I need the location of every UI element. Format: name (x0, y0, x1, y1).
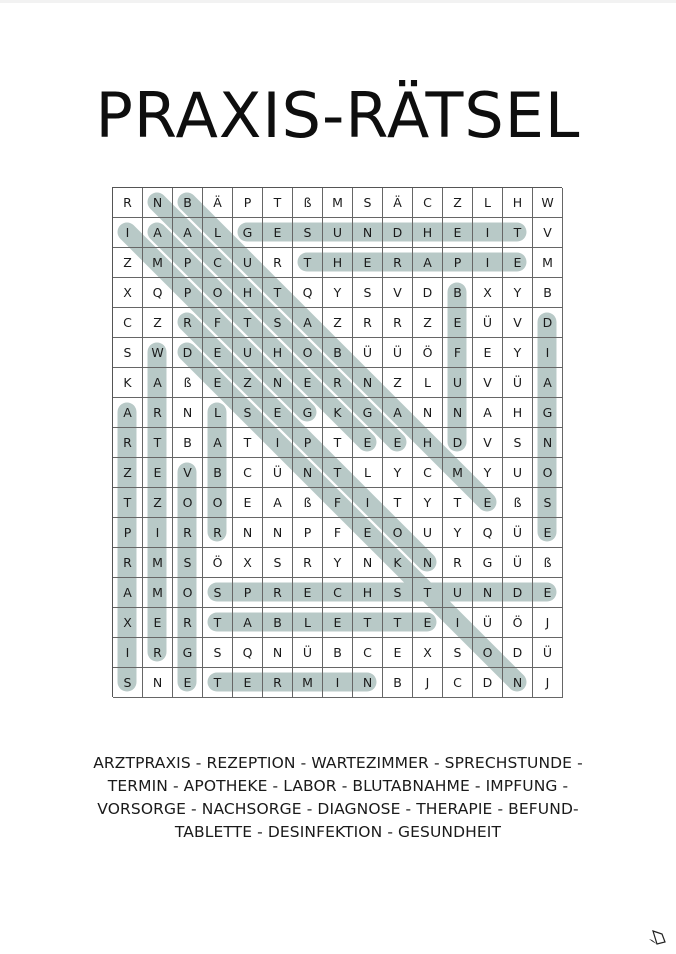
grid-cell[interactable]: V (383, 278, 413, 308)
grid-cell[interactable]: A (263, 488, 293, 518)
grid-cell[interactable]: L (413, 368, 443, 398)
grid-cell[interactable]: E (233, 488, 263, 518)
grid-cell[interactable]: B (323, 338, 353, 368)
grid-cell[interactable]: A (143, 368, 173, 398)
grid-cell[interactable]: N (353, 218, 383, 248)
grid-cell[interactable]: H (503, 398, 533, 428)
grid-cell[interactable]: E (203, 338, 233, 368)
grid-cell[interactable]: T (233, 308, 263, 338)
grid-cell[interactable]: O (293, 338, 323, 368)
grid-cell[interactable]: A (293, 308, 323, 338)
grid-cell[interactable]: S (503, 428, 533, 458)
grid-cell[interactable]: A (113, 578, 143, 608)
grid-cell[interactable]: Y (503, 278, 533, 308)
grid-cell[interactable]: ß (533, 548, 563, 578)
grid-cell[interactable]: E (383, 638, 413, 668)
grid-cell[interactable]: R (173, 608, 203, 638)
grid-cell[interactable]: O (473, 638, 503, 668)
grid-cell[interactable]: M (323, 188, 353, 218)
grid-cell[interactable]: C (443, 668, 473, 698)
grid-cell[interactable]: N (263, 638, 293, 668)
grid-cell[interactable]: Ü (533, 638, 563, 668)
grid-cell[interactable]: A (413, 248, 443, 278)
grid-cell[interactable]: V (503, 308, 533, 338)
letter-grid (112, 187, 562, 697)
grid-cell[interactable]: X (473, 278, 503, 308)
grid-cell[interactable]: C (233, 458, 263, 488)
grid-cell[interactable]: B (203, 458, 233, 488)
grid-cell[interactable]: I (533, 338, 563, 368)
grid-cell[interactable]: C (353, 638, 383, 668)
grid-cell[interactable]: I (473, 248, 503, 278)
grid-cell[interactable]: N (413, 398, 443, 428)
grid-cell[interactable]: G (293, 398, 323, 428)
grid-cell[interactable]: S (173, 548, 203, 578)
grid-cell[interactable]: N (443, 398, 473, 428)
grid-cell[interactable]: C (323, 578, 353, 608)
grid-cell[interactable]: O (203, 278, 233, 308)
grid-cell[interactable]: M (293, 668, 323, 698)
grid-cell[interactable]: S (113, 668, 143, 698)
grid-cell[interactable]: D (473, 668, 503, 698)
grid-cell[interactable]: F (323, 518, 353, 548)
grid-cell[interactable]: L (353, 458, 383, 488)
grid-cell[interactable]: Q (293, 278, 323, 308)
grid-cell[interactable]: N (263, 518, 293, 548)
grid-cell[interactable]: M (533, 248, 563, 278)
grid-cell[interactable]: H (323, 248, 353, 278)
grid-cell[interactable]: E (263, 218, 293, 248)
grid-cell[interactable]: P (173, 278, 203, 308)
grid-cell[interactable]: Y (323, 278, 353, 308)
grid-cell[interactable]: H (263, 338, 293, 368)
grid-cell[interactable]: Ü (353, 338, 383, 368)
grid-cell[interactable]: T (413, 578, 443, 608)
grid-cell[interactable]: I (443, 608, 473, 638)
grid-cell[interactable]: Z (443, 188, 473, 218)
grid-cell[interactable]: T (383, 608, 413, 638)
grid-cell[interactable]: S (233, 398, 263, 428)
grid-cell[interactable]: E (143, 458, 173, 488)
grid-cell[interactable]: Ä (203, 188, 233, 218)
grid-cell[interactable]: E (353, 248, 383, 278)
grid-cell[interactable]: Ö (203, 548, 233, 578)
grid-cell[interactable]: N (353, 548, 383, 578)
grid-cell[interactable]: T (263, 188, 293, 218)
grid-cell[interactable]: I (323, 668, 353, 698)
grid-cell[interactable]: P (443, 248, 473, 278)
grid-cell[interactable]: P (113, 518, 143, 548)
grid-cell[interactable]: E (143, 608, 173, 638)
grid-cell[interactable]: E (353, 518, 383, 548)
grid-cell[interactable]: Ü (503, 548, 533, 578)
word-list-line: ARZTPRAXIS - REZEPTION - WARTEZIMMER - SPRECHSTUNDE - (93, 754, 583, 772)
grid-cell[interactable]: Y (383, 458, 413, 488)
grid-cell[interactable]: C (113, 308, 143, 338)
grid-cell[interactable]: U (233, 248, 263, 278)
grid-cell[interactable]: Z (323, 308, 353, 338)
grid-cell[interactable]: B (173, 428, 203, 458)
grid-cell[interactable]: D (173, 338, 203, 368)
grid-cell[interactable]: T (443, 488, 473, 518)
grid-cell[interactable]: E (203, 368, 233, 398)
grid-cell[interactable]: L (293, 608, 323, 638)
grid-cell[interactable]: I (113, 218, 143, 248)
grid-cell[interactable]: Z (113, 248, 143, 278)
grid-cell[interactable]: U (443, 578, 473, 608)
grid-cell[interactable]: E (443, 218, 473, 248)
grid-cell[interactable]: G (473, 548, 503, 578)
grid-cell[interactable]: T (143, 428, 173, 458)
grid-cell[interactable]: T (383, 488, 413, 518)
grid-cell[interactable]: F (443, 338, 473, 368)
grid-cell[interactable]: I (143, 518, 173, 548)
grid-cell[interactable]: E (503, 248, 533, 278)
grid-cell[interactable]: D (503, 638, 533, 668)
grid-cell[interactable]: E (473, 488, 503, 518)
grid-cell[interactable]: J (533, 608, 563, 638)
grid-cell[interactable]: B (173, 188, 203, 218)
grid-cell[interactable]: B (533, 278, 563, 308)
grid-cell[interactable]: U (233, 338, 263, 368)
grid-cell[interactable]: Ü (503, 368, 533, 398)
grid-cell[interactable]: Y (473, 458, 503, 488)
grid-cell[interactable]: R (203, 518, 233, 548)
grid-cell[interactable]: R (173, 308, 203, 338)
grid-cell[interactable]: E (383, 428, 413, 458)
grid-cell[interactable]: O (173, 578, 203, 608)
grid-cell[interactable]: K (323, 398, 353, 428)
grid-cell[interactable]: Z (413, 308, 443, 338)
grid-cell[interactable]: M (143, 248, 173, 278)
grid-cell[interactable]: Y (503, 338, 533, 368)
top-edge (0, 0, 676, 3)
grid-cell[interactable]: Ä (383, 188, 413, 218)
grid-cell[interactable]: I (113, 638, 143, 668)
grid-cell[interactable]: Ü (473, 608, 503, 638)
grid-cell[interactable]: G (173, 638, 203, 668)
grid-cell[interactable]: K (383, 548, 413, 578)
grid-cell[interactable]: Q (143, 278, 173, 308)
grid-cell[interactable]: A (233, 608, 263, 638)
grid-cell[interactable]: ß (293, 488, 323, 518)
word-list (60, 752, 616, 844)
word-list-line: VORSORGE - NACHSORGE - DIAGNOSE - THERAPIE - BEFUND- (97, 800, 579, 818)
grid-cell[interactable]: U (323, 218, 353, 248)
grid-cell[interactable]: Z (143, 308, 173, 338)
grid-cell[interactable]: S (353, 188, 383, 218)
grid-cell[interactable]: O (173, 488, 203, 518)
grid-cell[interactable]: E (353, 428, 383, 458)
grid-cell[interactable]: U (413, 518, 443, 548)
grid-cell[interactable]: X (413, 638, 443, 668)
grid-cell[interactable]: B (383, 668, 413, 698)
grid-cell[interactable]: V (473, 368, 503, 398)
grid-cell[interactable]: S (203, 578, 233, 608)
grid-cell[interactable]: U (503, 458, 533, 488)
grid-cell[interactable]: E (233, 668, 263, 698)
grid-cell[interactable]: R (383, 308, 413, 338)
grid-cell[interactable]: E (533, 518, 563, 548)
grid-cell[interactable]: P (233, 188, 263, 218)
grid-cell[interactable]: N (353, 368, 383, 398)
grid-cell[interactable]: E (323, 608, 353, 638)
grid-cell[interactable]: S (443, 638, 473, 668)
grid-cell[interactable]: O (383, 518, 413, 548)
grid-cell[interactable]: E (293, 368, 323, 398)
page-curl-icon (645, 928, 669, 948)
grid-cell[interactable]: R (293, 548, 323, 578)
grid-cell[interactable]: N (503, 668, 533, 698)
grid-cell[interactable]: X (113, 608, 143, 638)
grid-cell[interactable]: A (533, 368, 563, 398)
grid-cell[interactable]: E (263, 398, 293, 428)
grid-cell[interactable]: I (263, 428, 293, 458)
grid-cell[interactable]: K (113, 368, 143, 398)
grid-cell[interactable]: N (233, 518, 263, 548)
grid-cell[interactable]: G (233, 218, 263, 248)
grid-cell[interactable]: U (443, 368, 473, 398)
grid-cell[interactable]: Ü (293, 638, 323, 668)
grid-cell[interactable]: Ö (413, 338, 443, 368)
grid-cell[interactable]: B (263, 608, 293, 638)
grid-cell[interactable]: E (473, 338, 503, 368)
grid-cell[interactable]: N (353, 668, 383, 698)
grid-cell[interactable]: S (263, 548, 293, 578)
grid-cell[interactable]: D (503, 578, 533, 608)
grid-cell[interactable]: T (293, 248, 323, 278)
grid-cell[interactable]: Z (383, 368, 413, 398)
grid-cell[interactable]: Z (233, 368, 263, 398)
grid-cell[interactable]: L (203, 398, 233, 428)
grid-cell[interactable]: N (143, 188, 173, 218)
grid-cell[interactable]: E (443, 308, 473, 338)
grid-cell[interactable]: R (323, 368, 353, 398)
grid-cell[interactable]: G (353, 398, 383, 428)
grid-cell[interactable]: J (533, 668, 563, 698)
grid-cell[interactable]: D (383, 218, 413, 248)
grid-cell[interactable]: Z (113, 458, 143, 488)
grid-cell[interactable]: C (413, 188, 443, 218)
grid-cell[interactable]: T (203, 608, 233, 638)
grid-cell[interactable]: M (143, 548, 173, 578)
grid-cell[interactable]: B (323, 638, 353, 668)
word-list-line: TABLETTE - DESINFEKTION - GESUNDHEIT (174, 823, 502, 841)
grid-cell[interactable]: I (473, 218, 503, 248)
grid-cell[interactable]: Q (233, 638, 263, 668)
grid-cell[interactable]: N (413, 548, 443, 578)
grid-cell[interactable]: X (113, 278, 143, 308)
grid-cell[interactable]: A (203, 428, 233, 458)
grid-cell[interactable]: G (533, 398, 563, 428)
grid-cell[interactable]: N (293, 458, 323, 488)
page-title: PRAXIS-RÄTSEL (95, 79, 581, 152)
grid-cell[interactable]: ß (293, 188, 323, 218)
grid-cell[interactable]: S (113, 338, 143, 368)
grid-cell[interactable]: T (323, 458, 353, 488)
grid-cell[interactable]: W (533, 188, 563, 218)
grid-cell[interactable]: Ü (503, 518, 533, 548)
grid-cell[interactable]: J (413, 668, 443, 698)
grid-cell[interactable]: R (353, 308, 383, 338)
grid-cell[interactable]: I (353, 488, 383, 518)
grid-cell[interactable]: N (173, 398, 203, 428)
grid-cell[interactable]: T (503, 218, 533, 248)
grid-cell[interactable]: Ü (473, 308, 503, 338)
grid-cell[interactable]: S (263, 308, 293, 338)
grid-cell[interactable]: A (173, 218, 203, 248)
grid-cell[interactable]: Y (413, 488, 443, 518)
grid-cell[interactable]: T (263, 278, 293, 308)
grid-cell[interactable]: R (143, 638, 173, 668)
grid-cell[interactable]: R (173, 518, 203, 548)
grid-cell[interactable]: M (443, 458, 473, 488)
grid-cell[interactable]: D (413, 278, 443, 308)
grid-cell[interactable]: B (443, 278, 473, 308)
grid-cell[interactable]: P (293, 518, 323, 548)
grid-cell[interactable]: E (533, 578, 563, 608)
grid-cell[interactable]: V (533, 218, 563, 248)
grid-cell[interactable]: R (113, 428, 143, 458)
grid-cell[interactable]: M (143, 578, 173, 608)
grid-cell[interactable]: E (173, 668, 203, 698)
grid-cell[interactable]: H (353, 578, 383, 608)
grid-cell[interactable]: N (143, 668, 173, 698)
grid-cell[interactable]: R (383, 248, 413, 278)
grid-cell[interactable]: ß (173, 368, 203, 398)
grid-cell[interactable]: ß (503, 488, 533, 518)
grid-cell[interactable]: S (293, 218, 323, 248)
word-search-puzzle (112, 187, 562, 697)
grid-cell[interactable]: S (383, 578, 413, 608)
grid-cell[interactable]: R (113, 548, 143, 578)
grid-cell[interactable]: P (233, 578, 263, 608)
word-list-line: TERMIN - APOTHEKE - LABOR - BLUTABNAHME - IMPFUNG - (107, 777, 569, 795)
grid-cell[interactable]: P (293, 428, 323, 458)
grid-cell[interactable]: D (533, 308, 563, 338)
grid-cell[interactable]: R (263, 578, 293, 608)
grid-cell[interactable]: Y (323, 548, 353, 578)
grid-cell[interactable]: O (533, 458, 563, 488)
grid-cell[interactable]: C (413, 458, 443, 488)
grid-cell[interactable]: S (533, 488, 563, 518)
grid-cell[interactable]: N (263, 368, 293, 398)
grid-cell[interactable]: T (233, 428, 263, 458)
grid-cell[interactable]: V (473, 428, 503, 458)
grid-cell[interactable]: A (383, 398, 413, 428)
grid-cell[interactable]: Ü (263, 458, 293, 488)
grid-cell[interactable]: T (203, 668, 233, 698)
grid-cell[interactable]: T (353, 608, 383, 638)
grid-cell[interactable]: V (173, 458, 203, 488)
grid-cell[interactable]: N (473, 578, 503, 608)
grid-cell[interactable]: W (143, 338, 173, 368)
grid-cell[interactable]: N (533, 428, 563, 458)
grid-cell[interactable]: Ü (383, 338, 413, 368)
grid-cell[interactable]: H (413, 218, 443, 248)
grid-cell[interactable]: A (473, 398, 503, 428)
grid-cell[interactable]: Y (443, 518, 473, 548)
grid-cell[interactable]: S (203, 638, 233, 668)
grid-cell[interactable]: A (113, 398, 143, 428)
grid-cell[interactable]: D (443, 428, 473, 458)
grid-cell[interactable]: Z (143, 488, 173, 518)
grid-cell[interactable]: S (353, 278, 383, 308)
grid-cell[interactable]: R (263, 668, 293, 698)
grid-cell[interactable]: T (113, 488, 143, 518)
grid-cell[interactable]: H (413, 428, 443, 458)
grid-cell[interactable]: R (443, 548, 473, 578)
grid-cell[interactable]: E (293, 578, 323, 608)
grid-cell[interactable]: Ö (503, 608, 533, 638)
grid-cell[interactable]: O (203, 488, 233, 518)
grid-cell[interactable]: H (503, 188, 533, 218)
grid-cell[interactable]: T (323, 428, 353, 458)
grid-cell[interactable]: C (203, 248, 233, 278)
grid-cell[interactable]: P (173, 248, 203, 278)
grid-cell[interactable]: F (323, 488, 353, 518)
grid-cell[interactable]: F (203, 308, 233, 338)
grid-cell[interactable]: L (203, 218, 233, 248)
grid-cell[interactable]: A (143, 218, 173, 248)
grid-cell[interactable]: R (113, 188, 143, 218)
grid-cell[interactable]: R (263, 248, 293, 278)
grid-cell[interactable]: Q (473, 518, 503, 548)
grid-cell[interactable]: E (413, 608, 443, 638)
grid-cell[interactable]: R (143, 398, 173, 428)
grid-cell[interactable]: L (473, 188, 503, 218)
grid-cell[interactable]: X (233, 548, 263, 578)
grid-cell[interactable]: H (233, 278, 263, 308)
